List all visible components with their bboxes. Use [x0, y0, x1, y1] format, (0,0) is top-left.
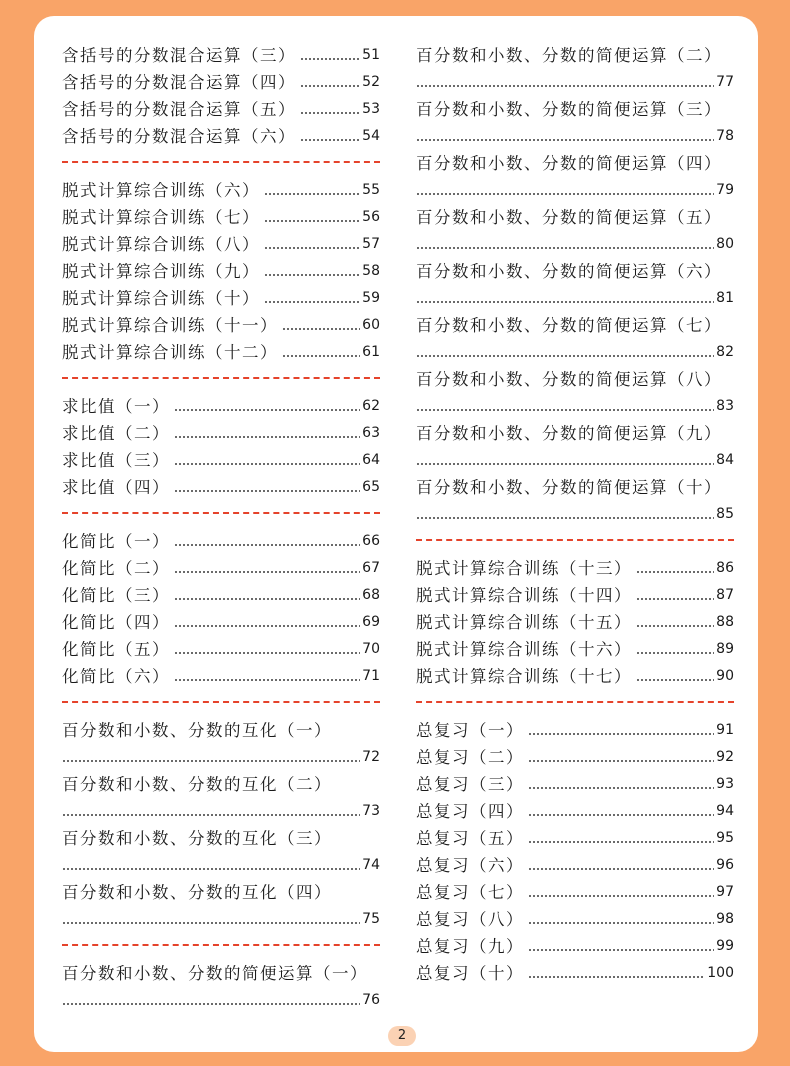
toc-entry-page: 54 — [362, 128, 380, 144]
toc-entry-page: 97 — [716, 884, 734, 900]
dot-leader — [264, 301, 360, 303]
toc-entry-leader[interactable] — [416, 69, 734, 96]
toc-entry-title: 求比值（四） — [62, 478, 170, 497]
dot-leader — [528, 922, 714, 924]
toc-entry-title: 总复习（四） — [416, 802, 524, 821]
toc-entry-leader[interactable] — [416, 339, 734, 366]
dot-leader — [174, 652, 360, 654]
dot-leader — [282, 328, 360, 330]
toc-right-column — [416, 42, 734, 987]
toc-entry-page: 100 — [707, 965, 734, 981]
dot-leader — [174, 625, 360, 627]
toc-entry-page: 81 — [716, 290, 734, 306]
toc-entry-title: 百分数和小数、分数的简便运算（五） — [416, 208, 722, 227]
dot-leader — [528, 976, 705, 978]
toc-entry-title: 百分数和小数、分数的简便运算（三） — [416, 100, 722, 119]
toc-entry[interactable] — [62, 231, 380, 258]
toc-entry-page: 83 — [716, 398, 734, 414]
toc-entry[interactable] — [62, 420, 380, 447]
dot-leader — [416, 139, 714, 141]
toc-entry-title: 脱式计算综合训练（十一） — [62, 316, 278, 335]
toc-entry[interactable] — [416, 771, 734, 798]
dot-leader — [528, 949, 714, 951]
dot-leader — [416, 193, 714, 195]
toc-entry-page: 88 — [716, 614, 734, 630]
toc-entry[interactable] — [416, 663, 734, 690]
toc-entry[interactable] — [62, 177, 380, 204]
toc-entry-page: 90 — [716, 668, 734, 684]
toc-entry-title: 脱式计算综合训练（十三） — [416, 559, 632, 578]
toc-entry-title: 百分数和小数、分数的简便运算（九） — [416, 424, 722, 443]
toc-entry-page: 78 — [716, 128, 734, 144]
toc-entry-leader[interactable] — [416, 447, 734, 474]
toc-entry-page: 82 — [716, 344, 734, 360]
toc-entry-page: 87 — [716, 587, 734, 603]
toc-entry-title: 化简比（三） — [62, 586, 170, 605]
dot-leader — [416, 409, 714, 411]
toc-entry-page: 80 — [716, 236, 734, 252]
toc-entry-page: 63 — [362, 425, 380, 441]
toc-entry-title: 百分数和小数、分数的简便运算（一） — [62, 964, 368, 983]
toc-entry[interactable] — [416, 609, 734, 636]
toc-entry-page: 76 — [362, 992, 380, 1008]
toc-entry[interactable] — [416, 258, 734, 285]
toc-entry-leader[interactable] — [416, 177, 734, 204]
toc-entry-page: 56 — [362, 209, 380, 225]
toc-entry-title: 百分数和小数、分数的互化（一） — [62, 721, 332, 740]
dot-leader — [528, 733, 714, 735]
dot-leader — [174, 679, 360, 681]
toc-entry-title: 总复习（二） — [416, 748, 524, 767]
toc-entry-page: 86 — [716, 560, 734, 576]
dot-leader — [282, 355, 360, 357]
toc-entry-page: 69 — [362, 614, 380, 630]
toc-entry[interactable] — [62, 528, 380, 555]
toc-entry-title: 总复习（十） — [416, 964, 524, 983]
dot-leader — [174, 571, 360, 573]
toc-entry-title: 脱式计算综合训练（七） — [62, 208, 260, 227]
toc-entry-page: 92 — [716, 749, 734, 765]
toc-entry-page: 57 — [362, 236, 380, 252]
dot-leader — [62, 922, 360, 924]
toc-entry[interactable] — [62, 879, 380, 906]
toc-entry-title: 百分数和小数、分数的简便运算（十） — [416, 478, 722, 497]
toc-entry-title: 化简比（二） — [62, 559, 170, 578]
section-separator — [62, 701, 380, 703]
toc-entry-leader[interactable] — [62, 744, 380, 771]
dot-leader — [416, 85, 714, 87]
toc-entry-page: 55 — [362, 182, 380, 198]
toc-entry-page: 75 — [362, 911, 380, 927]
toc-entry[interactable] — [416, 879, 734, 906]
toc-entry[interactable] — [416, 474, 734, 501]
toc-entry-title: 脱式计算综合训练（十六） — [416, 640, 632, 659]
toc-entry[interactable] — [416, 312, 734, 339]
dot-leader — [174, 409, 360, 411]
toc-entry[interactable] — [62, 339, 380, 366]
toc-entry-page: 84 — [716, 452, 734, 468]
toc-entry-title: 含括号的分数混合运算（四） — [62, 73, 296, 92]
toc-entry-page: 51 — [362, 47, 380, 63]
section-separator — [62, 377, 380, 379]
dot-leader — [264, 193, 360, 195]
toc-entry[interactable] — [416, 420, 734, 447]
toc-entry-page: 96 — [716, 857, 734, 873]
toc-entry-title: 百分数和小数、分数的简便运算（二） — [416, 46, 722, 65]
toc-entry[interactable] — [62, 312, 380, 339]
toc-entry[interactable] — [416, 744, 734, 771]
toc-entry[interactable] — [62, 258, 380, 285]
toc-entry[interactable] — [416, 960, 734, 987]
section-separator — [62, 512, 380, 514]
toc-entry-title: 求比值（二） — [62, 424, 170, 443]
toc-entry-title: 总复习（七） — [416, 883, 524, 902]
toc-entry-title: 总复习（八） — [416, 910, 524, 929]
toc-entry[interactable] — [416, 96, 734, 123]
dot-leader — [174, 463, 360, 465]
toc-entry[interactable] — [62, 42, 380, 69]
toc-entry-title: 求比值（一） — [62, 397, 170, 416]
toc-entry-title: 总复习（六） — [416, 856, 524, 875]
toc-entry[interactable] — [62, 717, 380, 744]
dot-leader — [174, 436, 360, 438]
toc-entry-page: 62 — [362, 398, 380, 414]
toc-entry-page: 93 — [716, 776, 734, 792]
toc-entry-page: 61 — [362, 344, 380, 360]
toc-entry-leader[interactable] — [62, 906, 380, 933]
dot-leader — [300, 139, 360, 141]
toc-entry-page: 72 — [362, 749, 380, 765]
toc-entry-title: 脱式计算综合训练（十） — [62, 289, 260, 308]
section-separator — [416, 539, 734, 541]
toc-entry-title: 求比值（三） — [62, 451, 170, 470]
toc-entry-leader[interactable] — [416, 501, 734, 528]
dot-leader — [174, 598, 360, 600]
dot-leader — [528, 760, 714, 762]
toc-entry[interactable] — [416, 366, 734, 393]
toc-entry-title: 脱式计算综合训练（九） — [62, 262, 260, 281]
toc-entry-page: 67 — [362, 560, 380, 576]
toc-entry[interactable] — [62, 123, 380, 150]
toc-entry-page: 66 — [362, 533, 380, 549]
toc-entry-leader[interactable] — [416, 123, 734, 150]
toc-entry[interactable] — [416, 825, 734, 852]
toc-entry-page: 95 — [716, 830, 734, 846]
dot-leader — [62, 814, 360, 816]
toc-entry-title: 脱式计算综合训练（六） — [62, 181, 260, 200]
toc-entry-title: 化简比（四） — [62, 613, 170, 632]
toc-entry-title: 脱式计算综合训练（十二） — [62, 343, 278, 362]
section-separator — [62, 944, 380, 946]
toc-entry-page: 73 — [362, 803, 380, 819]
dot-leader — [636, 571, 714, 573]
toc-entry[interactable] — [416, 906, 734, 933]
toc-entry-leader[interactable] — [62, 852, 380, 879]
toc-entry[interactable] — [62, 609, 380, 636]
toc-entry-title: 脱式计算综合训练（十四） — [416, 586, 632, 605]
toc-entry[interactable] — [62, 393, 380, 420]
toc-entry-title: 含括号的分数混合运算（六） — [62, 127, 296, 146]
toc-entry-title: 含括号的分数混合运算（三） — [62, 46, 296, 65]
page-number-badge: 2 — [388, 1026, 416, 1046]
toc-entry[interactable] — [62, 960, 380, 987]
toc-entry-leader[interactable] — [416, 393, 734, 420]
toc-entry[interactable] — [62, 96, 380, 123]
toc-entry-title: 脱式计算综合训练（八） — [62, 235, 260, 254]
toc-entry-title: 百分数和小数、分数的简便运算（八） — [416, 370, 722, 389]
toc-entry-page: 65 — [362, 479, 380, 495]
dot-leader — [416, 301, 714, 303]
toc-entry-title: 百分数和小数、分数的简便运算（七） — [416, 316, 722, 335]
dot-leader — [300, 112, 360, 114]
toc-entry[interactable] — [416, 798, 734, 825]
toc-entry[interactable] — [416, 42, 734, 69]
dot-leader — [416, 517, 714, 519]
toc-entry-title: 百分数和小数、分数的互化（二） — [62, 775, 332, 794]
dot-leader — [636, 679, 714, 681]
toc-entry[interactable] — [62, 285, 380, 312]
toc-entry-page: 53 — [362, 101, 380, 117]
toc-entry-title: 百分数和小数、分数的互化（四） — [62, 883, 332, 902]
toc-entry-title: 化简比（一） — [62, 532, 170, 551]
toc-entry[interactable] — [416, 204, 734, 231]
toc-entry[interactable] — [416, 636, 734, 663]
toc-entry-leader[interactable] — [62, 987, 380, 1014]
toc-entry-title: 百分数和小数、分数的互化（三） — [62, 829, 332, 848]
toc-entry[interactable] — [62, 663, 380, 690]
toc-entry-page: 60 — [362, 317, 380, 333]
toc-entry[interactable] — [416, 717, 734, 744]
dot-leader — [416, 355, 714, 357]
toc-entry-title: 脱式计算综合训练（十五） — [416, 613, 632, 632]
dot-leader — [636, 598, 714, 600]
dot-leader — [528, 841, 714, 843]
toc-entry-page: 79 — [716, 182, 734, 198]
toc-entry[interactable] — [62, 636, 380, 663]
dot-leader — [528, 787, 714, 789]
dot-leader — [174, 544, 360, 546]
toc-entry-page: 52 — [362, 74, 380, 90]
dot-leader — [300, 85, 360, 87]
toc-entry-title: 总复习（一） — [416, 721, 524, 740]
toc-entry[interactable] — [62, 555, 380, 582]
dot-leader — [300, 58, 360, 60]
toc-entry-page: 71 — [362, 668, 380, 684]
toc-entry-title: 总复习（三） — [416, 775, 524, 794]
toc-entry[interactable] — [62, 447, 380, 474]
dot-leader — [528, 895, 714, 897]
toc-entry[interactable] — [62, 582, 380, 609]
toc-entry[interactable] — [62, 204, 380, 231]
dot-leader — [416, 463, 714, 465]
dot-leader — [264, 220, 360, 222]
dot-leader — [62, 760, 360, 762]
toc-entry-title: 含括号的分数混合运算（五） — [62, 100, 296, 119]
toc-entry-title: 总复习（五） — [416, 829, 524, 848]
toc-entry[interactable] — [62, 825, 380, 852]
toc-entry-title: 总复习（九） — [416, 937, 524, 956]
toc-entry-leader[interactable] — [416, 231, 734, 258]
toc-entry-page: 85 — [716, 506, 734, 522]
toc-entry[interactable] — [416, 150, 734, 177]
toc-entry-leader[interactable] — [62, 798, 380, 825]
toc-entry-page: 64 — [362, 452, 380, 468]
toc-entry-page: 89 — [716, 641, 734, 657]
toc-entry-page: 98 — [716, 911, 734, 927]
toc-left-column — [62, 42, 380, 1014]
toc-entry-leader[interactable] — [416, 285, 734, 312]
toc-entry[interactable] — [416, 582, 734, 609]
section-separator — [62, 161, 380, 163]
dot-leader — [528, 814, 714, 816]
dot-leader — [174, 490, 360, 492]
dot-leader — [264, 274, 360, 276]
toc-entry-page: 59 — [362, 290, 380, 306]
toc-entry-title: 百分数和小数、分数的简便运算（四） — [416, 154, 722, 173]
toc-entry-page: 58 — [362, 263, 380, 279]
toc-card — [34, 16, 758, 1052]
toc-entry[interactable] — [416, 555, 734, 582]
toc-entry-title: 化简比（六） — [62, 667, 170, 686]
section-separator — [416, 701, 734, 703]
toc-entry-title: 化简比（五） — [62, 640, 170, 659]
toc-entry[interactable] — [62, 69, 380, 96]
dot-leader — [416, 247, 714, 249]
toc-entry[interactable] — [416, 933, 734, 960]
toc-entry-page: 68 — [362, 587, 380, 603]
dot-leader — [62, 868, 360, 870]
toc-entry-page: 99 — [716, 938, 734, 954]
toc-entry[interactable] — [62, 771, 380, 798]
toc-entry-page: 91 — [716, 722, 734, 738]
toc-entry-page: 94 — [716, 803, 734, 819]
toc-entry[interactable] — [62, 474, 380, 501]
dot-leader — [264, 247, 360, 249]
toc-entry[interactable] — [416, 852, 734, 879]
toc-entry-page: 77 — [716, 74, 734, 90]
toc-entry-page: 74 — [362, 857, 380, 873]
dot-leader — [62, 1003, 360, 1005]
toc-entry-title: 脱式计算综合训练（十七） — [416, 667, 632, 686]
toc-entry-page: 70 — [362, 641, 380, 657]
dot-leader — [528, 868, 714, 870]
dot-leader — [636, 625, 714, 627]
toc-entry-title: 百分数和小数、分数的简便运算（六） — [416, 262, 722, 281]
dot-leader — [636, 652, 714, 654]
